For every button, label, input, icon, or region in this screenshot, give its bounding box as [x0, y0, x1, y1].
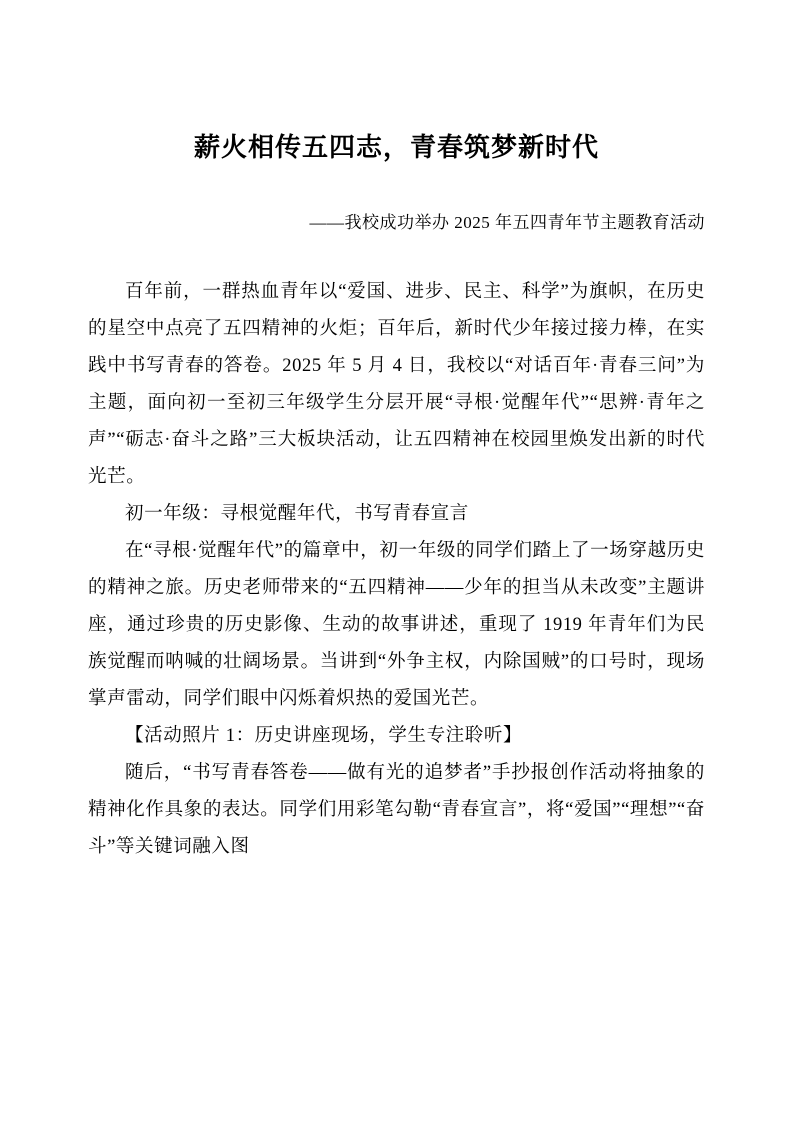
paragraph: 百年前，一群热血青年以“爱国、进步、民主、科学”为旗帜，在历史的星空中点亮了五四精神的火炬；百年后，新时代少年接过接力棒，在实践中书写青春的答卷。2025 年 5 月 4 日，我校以“对话百年·青春三问”为主题，面向初一至初三年级学生分层开展“寻根·觉醒年代”“思辨·青年之声”“砺志·奋斗之路”三大板块活动，让五四精神在校园里焕发出新的时代光芒。 [88, 281, 705, 487]
document-subtitle: ——我校成功举办 2025 年五四青年节主题教育活动 [309, 213, 705, 232]
photo-caption: 【活动照片 1：历史讲座现场，学生专注聆听】 [125, 725, 523, 746]
paragraph: 在“寻根·觉醒年代”的篇章中，初一年级的同学们踏上了一场穿越历史的精神之旅。历史老师带来的“五四精神——少年的担当从未改变”主题讲座，通过珍贵的历史影像、生动的故事讲述，重现了 1919 年青年们为民族觉醒而呐喊的壮阔场景。当讲到“外争主权，内除国贼”的口号时，现场掌声雷动，同学们眼中闪烁着炽热的爱国光芒。 [88, 540, 705, 709]
page-title: 薪火相传五四志，青春筑梦新时代 [193, 133, 599, 162]
paragraph: 随后，“书写青春答卷——做有光的追梦者”手抄报创作活动将抽象的精神化作具象的表达。同学们用彩笔勾勒“青春宣言”，将“爱国”“理想”“奋斗”等关键词融入图 [88, 762, 705, 857]
document-body [88, 274, 705, 866]
paragraph: 初一年级：寻根觉醒年代，书写青春宣言 [125, 503, 469, 524]
